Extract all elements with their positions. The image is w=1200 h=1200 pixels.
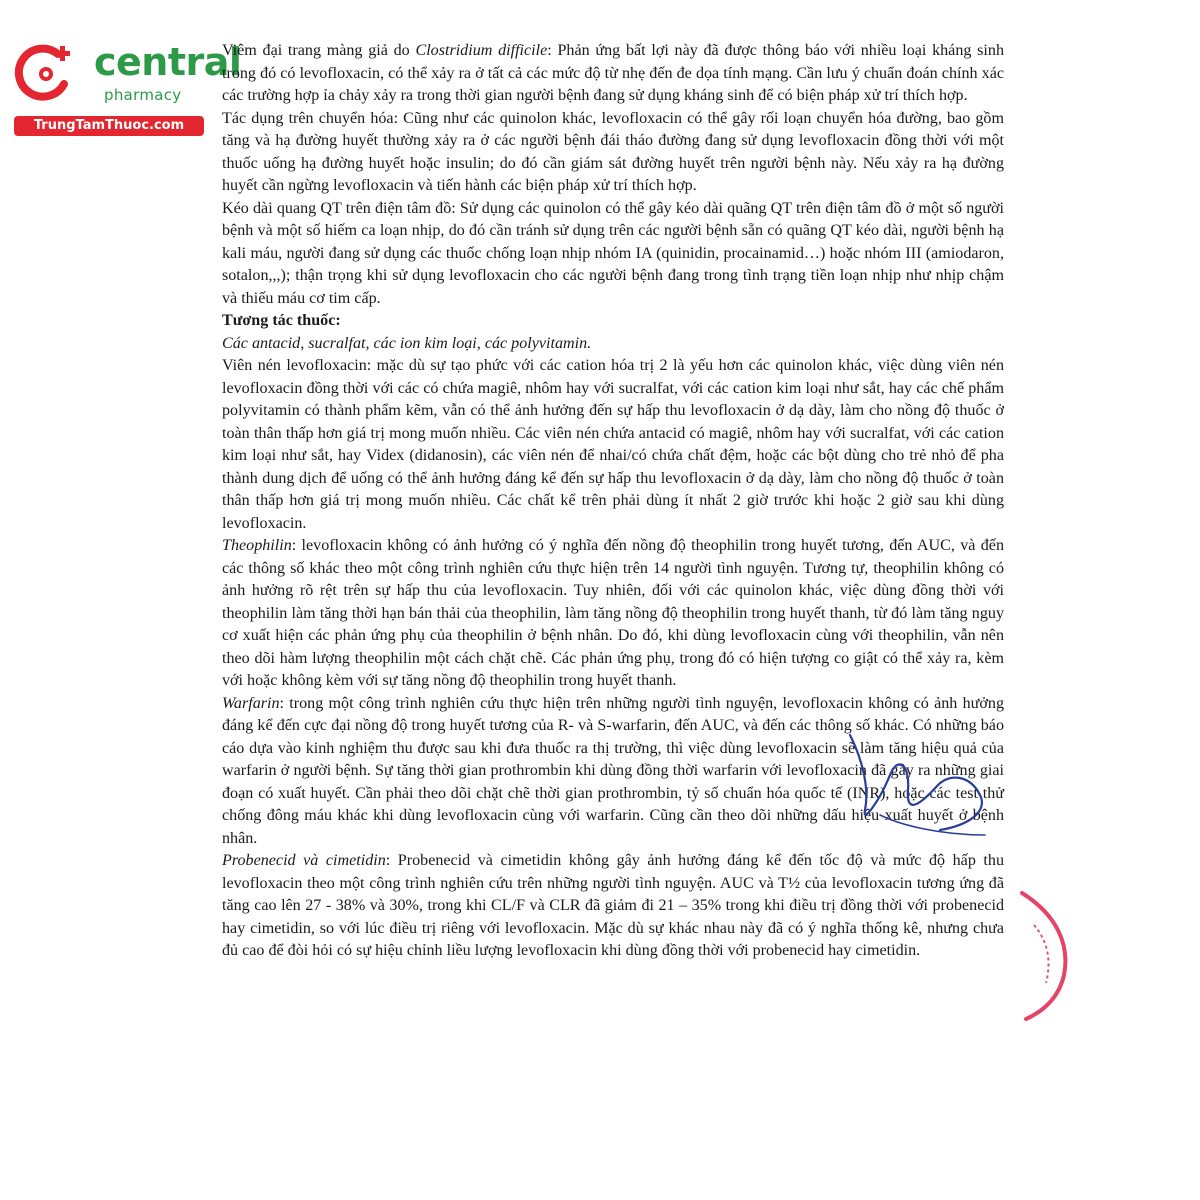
section-heading-interactions: Tương tác thuốc: (222, 312, 341, 329)
brand-site-link[interactable]: TrungTamThuoc.com (14, 116, 204, 136)
paragraph-metabolism: Tác dụng trên chuyển hóa: Cũng như các quinolon khác, levofloxacin có thể gây rối loạn chuyển hóa đường, bao gồm tăng và hạ đường huyết thường xảy ra ở các người bệnh đái tháo đường đang sử dụng levofloxacin đồng thời với một thuốc uống hạ đường huyết hoặc insulin; do đó cần giám sát đường huyết trên người bệnh này. Nếu xảy ra hạ đường huyết cần ngừng levofloxacin và tiến hành các biện pháp xử trí thích hợp. (222, 109, 1004, 194)
paragraph-colitis: Viêm đại trang màng giả do Clostridium difficile: Phản ứng bất lợi này đã được thông báo với nhiều loại kháng sinh trong đó có levofloxacin, có thể xảy ra ở tất cả các mức độ từ nhẹ đến đe dọa tính mạng. Cần lưu ý chuẩn đoán chính xác các trường hợp ỉa chảy xảy ra trong thời gian người bệnh đang sử dụng kháng sinh để có biện pháp xử trí thích hợp. (222, 42, 1004, 104)
stamp-icon (1012, 885, 1072, 1025)
paragraph-antacid: Viên nén levofloxacin: mặc dù sự tạo phức với các cation hóa trị 2 là yếu hơn các quinolon khác, việc dùng viên nén levofloxacin đồng thời với các có chứa magiê, nhôm hay với sucralfat, với các cation kim loại như sắt, hay các chế phẩm polyvitamin có thành phẩm kẽm, vẫn có thể ảnh hưởng đến sự hấp thu levofloxacin ở dạ dày, làm cho nồng độ thuốc ở toàn thân thấp hơn giá trị mong muốn nhiều. Các viên nén chứa antacid có magiê, nhôm hay với sucralfat, với các cation kim loại như sắt, hay Videx (didanosin), các viên nén để nhai/có chứa chất đệm, hoặc các bột dùng cho trẻ nhỏ để pha thành dung dịch để uống có thể ảnh hưởng đáng kể đến sự hấp thu levofloxacin ở dạ dày, làm cho nồng độ thuốc ở toàn thân thấp hơn giá trị mong muốn nhiều. Các chất kể trên phải dùng ít nhất 2 giờ trước khi hoặc 2 giờ sau khi dùng levofloxacin. (222, 357, 1004, 532)
paragraph-qt: Kéo dài quang QT trên điện tâm đồ: Sử dụng các quinolon có thể gây kéo dài quãng QT trên điện tâm đồ ở một số người bệnh và một số hiếm ca loạn nhịp, do đó cần tránh sử dụng trên các người bệnh sẵn có quãng QT kéo dài, người bệnh hạ kali máu, người đang sử dụng các thuốc chống loạn nhịp nhóm IA (quinidin, procainamid…) hoặc nhóm III (amiodaron, sotalon,,,); thận trọng khi sử dụng levofloxacin cho các người bệnh đang trong tình trạng tiền loạn nhịp như nhịp chậm và thiếu máu cơ tim cấp. (222, 199, 1004, 307)
brand-sub: pharmacy (104, 86, 182, 104)
paragraph-warfarin: Warfarin: trong một công trình nghiên cứu thực hiện trên những người tình nguyện, levofloxacin không có ảnh hưởng đáng kể đến cực đại nồng độ trong huyết tương của R- và S-warfarin, đến AUC, và đến các thông số khác. Có những báo cáo dựa vào kinh nghiệm thu được sau khi đưa thuốc ra thị trường, thì việc dùng levofloxacin sẽ làm tăng hiệu quả của warfarin ở người bệnh. Sự tăng thời gian prothrombin khi dùng đồng thời warfarin với levofloxacin đã gây ra những giai đoạn có xuất huyết. Cần phải theo dõi chặt chẽ thời gian prothrombin, tỷ số chuẩn hóa quốc tế (INR), hoặc các test thử chống đông máu khác khi dùng levofloxacin cùng với warfarin. Cũng cần theo dõi những dấu hiệu xuất huyết ở bệnh nhân. (222, 694, 1004, 847)
paragraph-theophilin: Theophilin: levofloxacin không có ảnh hưởng có ý nghĩa đến nồng độ theophilin trong huyết tương, đến AUC, và đến các thông số khác theo một công trình nghiên cứu thực hiện trên 14 người tình nguyện. Tương tự, theophilin không có ảnh hưởng rõ rệt trên sự hấp thu của levofloxacin. Tuy nhiên, đối với các quinolon khác, việc dùng đồng thời với theophilin làm tăng thời hạn bán thải của theophilin, làm tăng nồng độ theophilin trong huyết thanh, từ đó làm tăng nguy cơ xuất hiện các phản ứng phụ của theophilin ở bệnh nhân. Do đó, khi dùng levofloxacin cùng với theophilin, vẫn nên theo dõi hàm lượng theophilin một cách chặt chẽ. Các phản ứng phụ, trong đó có hiện tượng co giật có thể xảy ra, kèm với hoặc không kèm với sự tăng nồng độ theophilin trong huyết thanh. (222, 537, 1004, 689)
brand-logo (8, 36, 242, 138)
signature-icon (820, 715, 1010, 865)
central-pharmacy-logo-icon (14, 40, 78, 104)
brand-name: central (94, 40, 242, 84)
paragraph-probenecid: Probenecid và cimetidin: Probenecid và cimetidin không gây ảnh hưởng đáng kể đến tốc độ và mức độ hấp thu levofloxacin theo một công trình nghiên cứu trên những người tình nguyện. AUC và T½ của levofloxacin tương ứng đã tăng cao lên 27 - 38% và 30%, trong khi CL/F và CLR đã giảm đi 21 – 35% trong khi điều trị đồng thời với probenecid hay cimetidin, so với lúc điều trị riêng với levofloxacin. Mặc dù sự khác nhau này đã có ý nghĩa thống kê, nhưng chưa đủ cao để đòi hỏi có sự hiệu chỉnh liều lượng levofloxacin khi dùng đồng thời với probenecid hay cimetidin. (222, 852, 1004, 959)
subheading-antacid: Các antacid, sucralfat, các ion kim loại, các polyvitamin. (222, 334, 592, 352)
